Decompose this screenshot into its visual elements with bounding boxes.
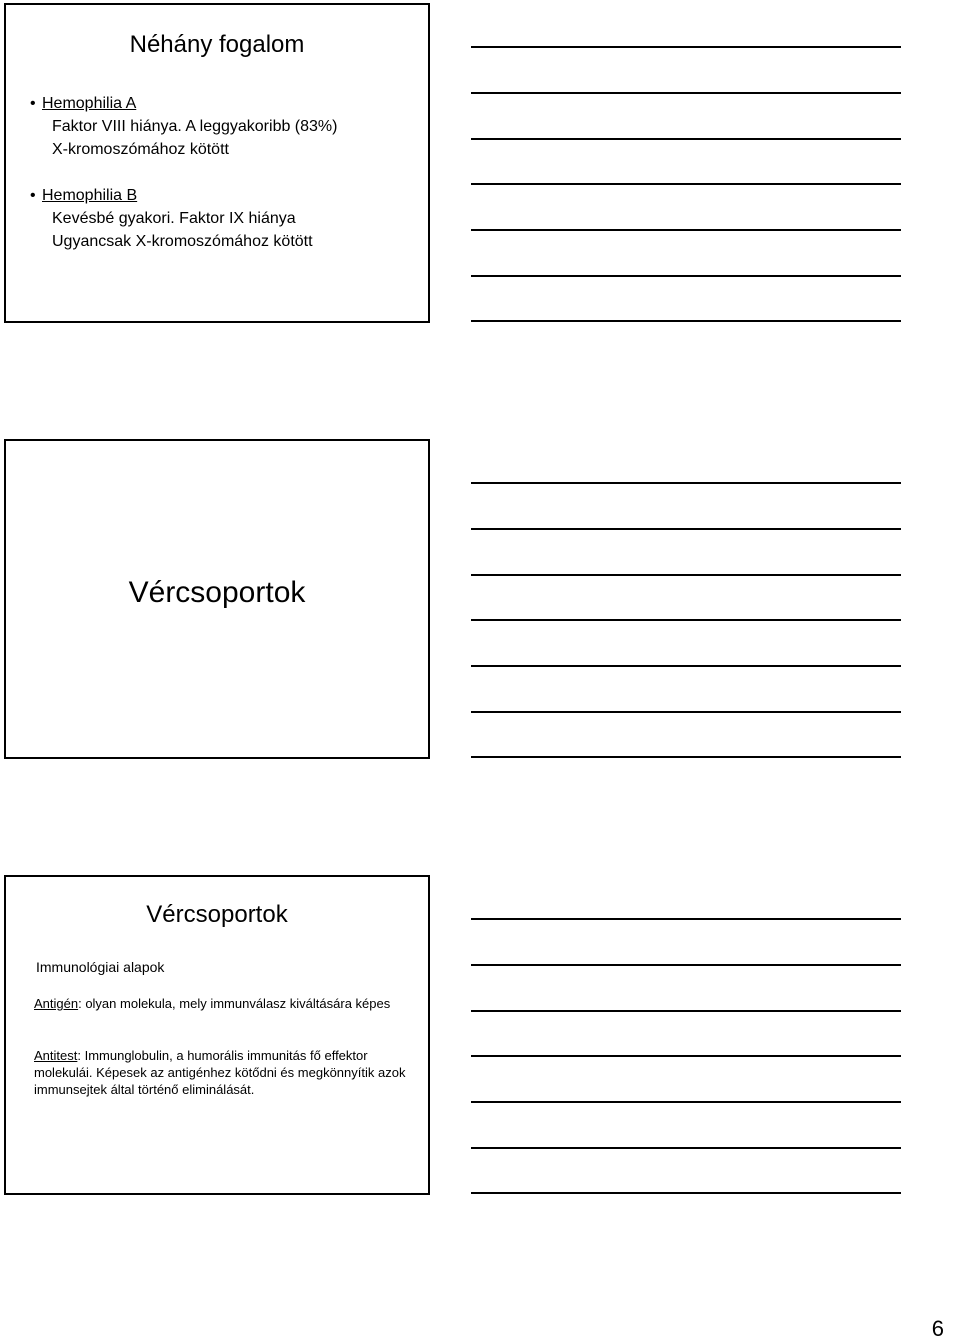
slide-3 bbox=[4, 875, 430, 1195]
note-line bbox=[471, 1147, 901, 1149]
note-line bbox=[471, 528, 901, 530]
note-line bbox=[471, 183, 901, 185]
note-line bbox=[471, 1055, 901, 1057]
note-line bbox=[471, 964, 901, 966]
page-number: 6 bbox=[931, 1316, 944, 1341]
bullet-line: X-kromoszómához kötött bbox=[52, 141, 229, 158]
note-line bbox=[471, 482, 901, 484]
bullet-item bbox=[30, 184, 313, 253]
note-line bbox=[471, 46, 901, 48]
bullet-icon: • bbox=[30, 187, 36, 204]
note-line bbox=[471, 665, 901, 667]
note-line bbox=[471, 619, 901, 621]
bullet-line: Ugyancsak X-kromoszómához kötött bbox=[52, 233, 313, 250]
bullet-item bbox=[30, 92, 337, 161]
note-line bbox=[471, 1101, 901, 1103]
definition-term: Antitest bbox=[34, 1048, 78, 1063]
note-line bbox=[471, 229, 901, 231]
note-line bbox=[471, 275, 901, 277]
definition-text: : Immunglobulin, a humorális immunitás fő effektor molekulái. Képesek az antigénhez kötődni és megkönnyítik azok immunsejtek által történő eliminálását. bbox=[34, 1048, 406, 1097]
note-line bbox=[471, 138, 901, 140]
note-line bbox=[471, 1192, 901, 1194]
definition-paragraph bbox=[34, 1047, 424, 1098]
note-line bbox=[471, 711, 901, 713]
bullet-icon: • bbox=[30, 95, 36, 112]
note-line bbox=[471, 756, 901, 758]
slide-title: Vércsoportok bbox=[146, 901, 288, 928]
definition-term: Antigén bbox=[34, 996, 79, 1011]
slide-title: Néhány fogalom bbox=[129, 31, 305, 58]
note-line bbox=[471, 918, 901, 920]
bullet-heading: Hemophilia A bbox=[42, 95, 137, 112]
slide-subtitle: Immunológiai alapok bbox=[36, 959, 165, 975]
definition-paragraph bbox=[34, 995, 424, 1012]
bullet-line: Faktor VIII hiánya. A leggyakoribb (83%) bbox=[52, 118, 338, 135]
definition-text: : olyan molekula, mely immunválasz kiváltására képes bbox=[78, 996, 391, 1011]
bullet-line: Kevésbé gyakori. Faktor IX hiánya bbox=[52, 210, 296, 227]
bullet-heading: Hemophilia B bbox=[42, 187, 138, 204]
note-line bbox=[471, 1010, 901, 1012]
slide-2 bbox=[4, 439, 430, 759]
note-line bbox=[471, 320, 901, 322]
note-line bbox=[471, 574, 901, 576]
note-line bbox=[471, 92, 901, 94]
slide-1 bbox=[4, 3, 430, 323]
slide-title: Vércsoportok bbox=[128, 576, 306, 609]
